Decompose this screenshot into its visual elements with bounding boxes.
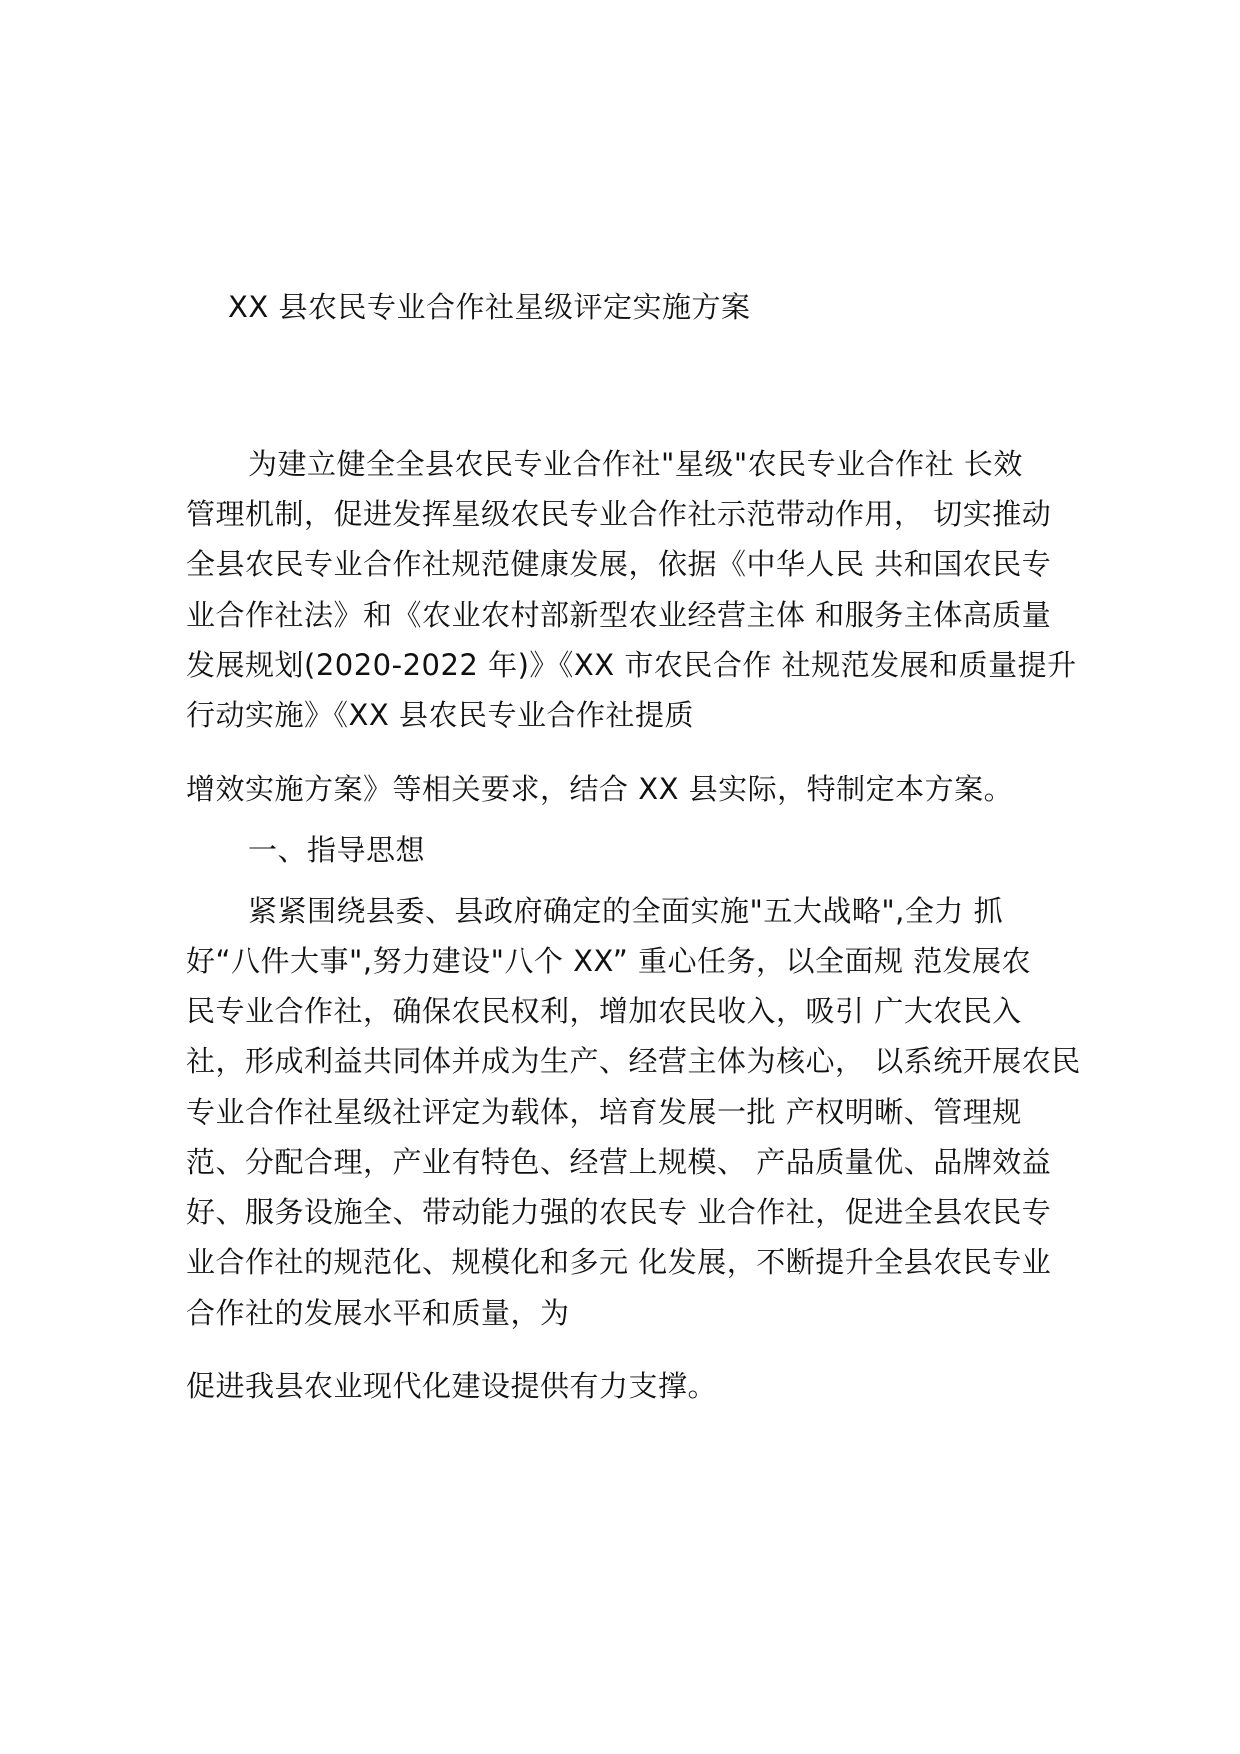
body-line-16: 业合作社的规范化、规模化和多元 化发展，不断提升全县农民专业	[186, 1245, 1052, 1279]
body-line-9: 紧紧围绕县委、县政府确定的全面实施"五大战略",全力 抓	[248, 894, 1004, 928]
body-line-7: 增效实施方案》等相关要求，结合 XX 县实际，特制定本方案。	[186, 772, 1014, 806]
section-heading-1: 一、指导思想	[248, 833, 426, 867]
body-line-10: 好“八件大事",努力建设"八个 XX” 重心任务，以全面规 范发展农	[186, 944, 1032, 978]
body-line-6: 行动实施》《XX 县农民专业合作社提质	[186, 698, 694, 732]
body-line-1: 为建立健全全县农民专业合作社"星级"农民专业合作社 长效	[248, 447, 1023, 481]
body-line-17: 合作社的发展水平和质量，为	[186, 1296, 570, 1330]
body-line-12: 社，形成利益共同体并成为生产、经营主体为核心， 以系统开展农民	[186, 1044, 1081, 1078]
body-line-15: 好、服务设施全、带动能力强的农民专 业合作社，促进全县农民专	[186, 1195, 1052, 1229]
body-line-5: 发展规划(2020-2022 年)》《XX 市农民合作 社规范发展和质量提升	[186, 648, 1077, 682]
body-line-14: 范、分配合理，产业有特色、经营上规模、 产品质量优、品牌效益	[186, 1145, 1052, 1179]
body-line-3: 全县农民专业合作社规范健康发展，依据《中华人民 共和国农民专	[186, 547, 1052, 581]
body-line-13: 专业合作社星级社评定为载体，培育发展一批 产权明晰、管理规	[186, 1095, 1022, 1129]
body-line-11: 民专业合作社，确保农民权利，增加农民收入，吸引 广大农民入	[186, 994, 1022, 1028]
document-title: XX 县农民专业合作社星级评定实施方案	[228, 290, 751, 324]
body-line-18: 促进我县农业现代化建设提供有力支撑。	[186, 1369, 718, 1403]
body-line-4: 业合作社法》和《农业农村部新型农业经营主体 和服务主体高质量	[186, 598, 1052, 632]
body-line-2: 管理机制，促进发挥星级农民专业合作社示范带动作用， 切实推动	[186, 497, 1052, 531]
